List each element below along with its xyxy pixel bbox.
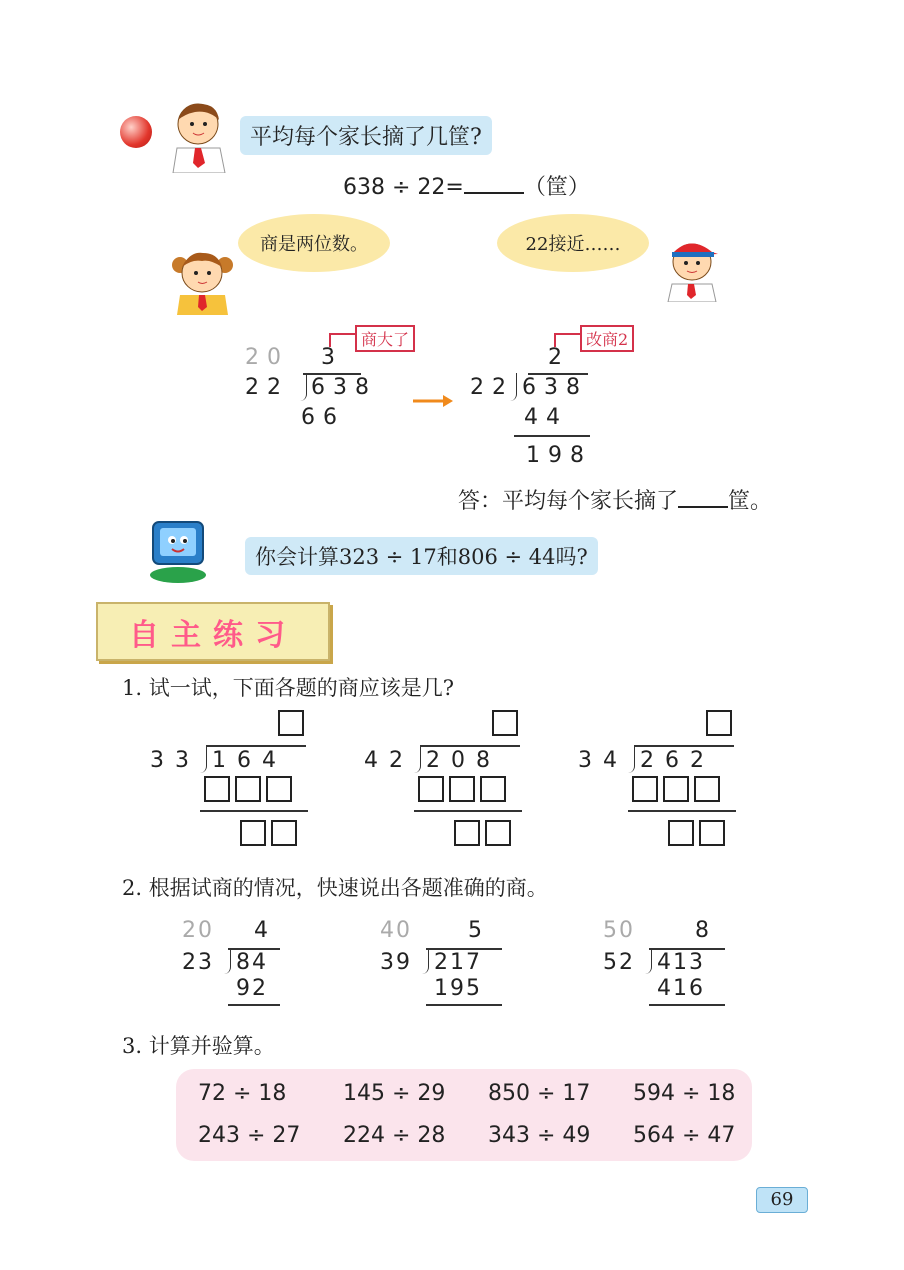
answer-box[interactable] bbox=[449, 776, 475, 802]
ex2-problem-3 bbox=[603, 918, 733, 1008]
ex1-problem-2 bbox=[364, 710, 534, 855]
quotient: 4 bbox=[254, 918, 276, 943]
quotient: 2 bbox=[548, 345, 570, 370]
ex1-problem-1 bbox=[150, 710, 320, 855]
ex3-title: 3. 计算并验算。 bbox=[122, 1034, 275, 1058]
ex3-item: 343 ÷ 49 bbox=[488, 1123, 591, 1148]
divisor: 39 bbox=[380, 950, 412, 975]
ex3-item: 243 ÷ 27 bbox=[198, 1123, 301, 1148]
question-text: 平均每个家长摘了几筐? bbox=[250, 125, 482, 150]
divisor: 4 2 bbox=[364, 748, 405, 773]
divisor: 22 bbox=[245, 375, 289, 400]
dividend: 413 bbox=[657, 950, 705, 975]
ex3-item: 850 ÷ 17 bbox=[488, 1081, 591, 1106]
quotient: 8 bbox=[695, 918, 717, 943]
trial-quotient: 20 bbox=[245, 345, 289, 370]
boy-bubble-text: 22接近…… bbox=[525, 234, 621, 255]
answer-box[interactable] bbox=[694, 776, 720, 802]
answer-box[interactable] bbox=[266, 776, 292, 802]
ex2-title: 2. 根据试商的情况，快速说出各题准确的商。 bbox=[122, 876, 548, 900]
ex2-problem-1 bbox=[182, 918, 302, 1008]
boy-avatar bbox=[165, 98, 235, 177]
product: 195 bbox=[434, 976, 482, 1001]
dividend: 2 6 2 bbox=[640, 748, 706, 773]
girl-bubble bbox=[238, 214, 390, 272]
answer-box[interactable] bbox=[699, 820, 725, 846]
boy-cap-avatar bbox=[660, 232, 722, 306]
computer-bubble-text: 你会计算323 ÷ 17和806 ÷ 44吗? bbox=[255, 545, 588, 569]
equation-left: 638 ÷ 22= bbox=[343, 175, 464, 200]
answer-box[interactable] bbox=[668, 820, 694, 846]
tag-change-quotient: 改商2 bbox=[580, 325, 634, 352]
answer-box[interactable] bbox=[485, 820, 511, 846]
answer-box[interactable] bbox=[235, 776, 261, 802]
trial-quotient: 50 bbox=[603, 918, 635, 943]
product: 416 bbox=[657, 976, 705, 1001]
divisor: 3 4 bbox=[578, 748, 619, 773]
computer-bubble bbox=[245, 537, 598, 575]
answer-box[interactable] bbox=[418, 776, 444, 802]
girl-bubble-text: 商是两位数。 bbox=[260, 234, 368, 255]
red-ball-icon bbox=[120, 116, 152, 148]
answer-blank bbox=[464, 192, 524, 194]
dividend: 1 6 4 bbox=[212, 748, 278, 773]
answer-suffix: 筐。 bbox=[728, 489, 773, 514]
equation-unit: （筐） bbox=[523, 175, 590, 200]
answer-box[interactable] bbox=[278, 710, 304, 736]
trial-quotient: 40 bbox=[380, 918, 412, 943]
ex3-item: 72 ÷ 18 bbox=[198, 1081, 287, 1106]
dividend: 84 bbox=[236, 950, 268, 975]
remainder: 198 bbox=[526, 443, 592, 468]
division-left bbox=[245, 325, 445, 435]
ex1-title: 1. 试一试，下面各题的商应该是几? bbox=[122, 676, 454, 700]
question-bubble bbox=[240, 116, 492, 155]
ex2-problem-2 bbox=[380, 918, 510, 1008]
arrow-icon bbox=[413, 393, 455, 413]
ex3-item: 224 ÷ 28 bbox=[343, 1123, 446, 1148]
dividend: 217 bbox=[434, 950, 482, 975]
division-right bbox=[470, 325, 670, 470]
ex3-item: 594 ÷ 18 bbox=[633, 1081, 736, 1106]
divisor: 3 3 bbox=[150, 748, 191, 773]
section-title: 自主练习 bbox=[129, 617, 297, 653]
ex3-item: 564 ÷ 47 bbox=[633, 1123, 736, 1148]
answer-box[interactable] bbox=[271, 820, 297, 846]
answer-prefix: 答：平均每个家长摘了 bbox=[458, 489, 679, 514]
answer-box[interactable] bbox=[480, 776, 506, 802]
product: 92 bbox=[236, 976, 268, 1001]
boy-bubble bbox=[497, 214, 649, 272]
computer-mascot-icon bbox=[145, 520, 215, 589]
answer-box[interactable] bbox=[454, 820, 480, 846]
answer-box[interactable] bbox=[240, 820, 266, 846]
answer-line bbox=[458, 484, 772, 515]
answer-box[interactable] bbox=[632, 776, 658, 802]
divisor: 52 bbox=[603, 950, 635, 975]
ex3-panel bbox=[176, 1069, 752, 1161]
dividend: 2 0 8 bbox=[426, 748, 492, 773]
page-number: 69 bbox=[756, 1187, 808, 1213]
divisor: 23 bbox=[182, 950, 214, 975]
answer-box[interactable] bbox=[492, 710, 518, 736]
product: 44 bbox=[524, 405, 568, 430]
girl-avatar bbox=[170, 245, 235, 319]
quotient: 3 bbox=[321, 345, 343, 370]
product: 66 bbox=[301, 405, 345, 430]
dividend: 638 bbox=[311, 375, 377, 400]
section-title-banner bbox=[96, 602, 330, 661]
divisor: 22 bbox=[470, 375, 514, 400]
answer-box[interactable] bbox=[204, 776, 230, 802]
ex3-item: 145 ÷ 29 bbox=[343, 1081, 446, 1106]
dividend: 638 bbox=[522, 375, 588, 400]
ex1-problem-3 bbox=[578, 710, 748, 855]
answer-box[interactable] bbox=[663, 776, 689, 802]
answer-box[interactable] bbox=[706, 710, 732, 736]
tag-too-big: 商大了 bbox=[355, 325, 415, 352]
equation bbox=[343, 170, 590, 201]
trial-quotient: 20 bbox=[182, 918, 214, 943]
answer-blank bbox=[678, 506, 728, 508]
quotient: 5 bbox=[468, 918, 490, 943]
